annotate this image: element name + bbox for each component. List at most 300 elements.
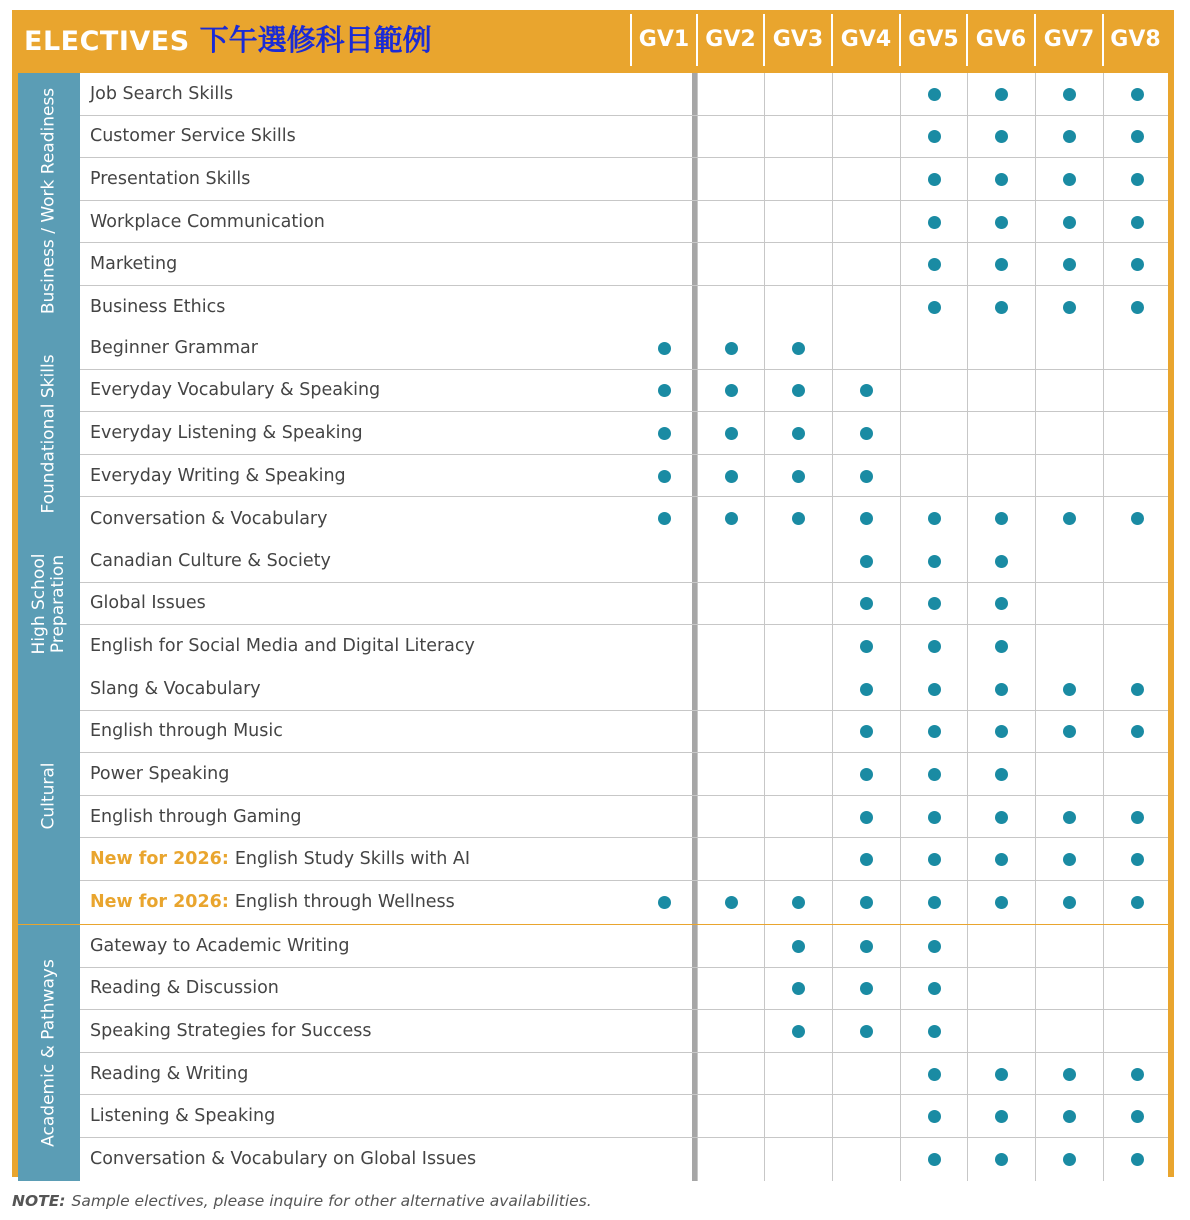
title-chinese: 下午選修科目範例: [199, 23, 432, 57]
availability-dot-gv2: [725, 512, 738, 525]
grid-line: [967, 968, 968, 1010]
grid-line: [764, 968, 765, 1010]
availability-dot-gv1: [658, 384, 671, 397]
grid-line: [697, 540, 698, 582]
grid-line: [832, 968, 833, 1010]
subject-cell: [90, 73, 233, 115]
grid-line: [1035, 968, 1036, 1010]
table-row: [80, 497, 1168, 540]
grid-line: [900, 881, 901, 924]
grid-line: [697, 968, 698, 1010]
subject-cell: [90, 625, 475, 668]
subject-name: Slang & Vocabulary: [90, 678, 261, 699]
column-separator: [630, 14, 632, 66]
availability-dot-gv7: [1063, 173, 1076, 186]
group-business-work-readiness: [18, 73, 1168, 329]
grid-line: [697, 455, 698, 497]
grid-line: [900, 1095, 901, 1137]
grid-line: [900, 711, 901, 753]
availability-dot-gv4: [860, 725, 873, 738]
grid-line: [900, 796, 901, 838]
subject-cell: [90, 838, 470, 880]
column-header-gv8: GV8: [1110, 27, 1161, 52]
subject-cell: [90, 753, 229, 795]
grid-line: [1035, 881, 1036, 924]
availability-dot-gv6: [995, 1110, 1008, 1123]
title-english: ELECTIVES: [24, 26, 190, 57]
grid-line: [1035, 1010, 1036, 1052]
availability-dot-gv5: [928, 130, 941, 143]
availability-dot-gv6: [995, 258, 1008, 271]
grid-line: [764, 838, 765, 880]
group-high-school-preparation: [18, 540, 1168, 668]
grid-line: [697, 73, 698, 115]
availability-dot-gv7: [1063, 258, 1076, 271]
grid-line: [1103, 625, 1104, 668]
grid-line: [967, 540, 968, 582]
table-row: [80, 1010, 1168, 1053]
grid-line: [697, 1095, 698, 1137]
grid-line: [697, 881, 698, 924]
table-row: [80, 625, 1168, 668]
subject-cell: [90, 1053, 248, 1095]
availability-dot-gv5: [928, 1110, 941, 1123]
availability-dot-gv4: [860, 768, 873, 781]
grid-line: [1103, 243, 1104, 285]
category-label: Cultural: [38, 762, 59, 830]
grid-line: [1035, 497, 1036, 540]
column-header-gv1: GV1: [638, 27, 690, 52]
grid-line: [1103, 668, 1104, 710]
grid-line: [832, 116, 833, 158]
grid-line: [1035, 583, 1036, 625]
grid-line: [832, 286, 833, 329]
availability-dot-gv7: [1063, 725, 1076, 738]
availability-dot-gv4: [860, 1025, 873, 1038]
grid-line: [1103, 1010, 1104, 1052]
grid-line: [1103, 286, 1104, 329]
grid-line: [967, 1010, 968, 1052]
availability-dot-gv6: [995, 896, 1008, 909]
grid-line: [697, 201, 698, 243]
table-row: [80, 753, 1168, 796]
subject-cell: [90, 286, 225, 329]
category-cell: [18, 540, 80, 668]
new-badge: New for 2026:: [90, 892, 229, 913]
availability-dot-gv4: [860, 982, 873, 995]
grid-line: [1103, 925, 1104, 967]
grid-line: [1035, 412, 1036, 454]
availability-dot-gv6: [995, 1153, 1008, 1166]
grid-line: [900, 455, 901, 497]
availability-dot-gv1: [658, 427, 671, 440]
table-title: [24, 10, 432, 70]
new-badge: New for 2026:: [90, 849, 229, 870]
subject-name: Job Search Skills: [90, 83, 234, 104]
grid-line: [697, 497, 698, 540]
group-academic-pathways: [18, 925, 1168, 1181]
availability-dot-gv7: [1063, 683, 1076, 696]
column-separator: [831, 14, 833, 66]
table-row: [80, 925, 1168, 968]
grid-line: [1035, 540, 1036, 582]
availability-dot-gv8: [1131, 853, 1144, 866]
subject-cell: [90, 243, 177, 285]
availability-dot-gv4: [860, 555, 873, 568]
column-separator: [899, 14, 901, 66]
grid-line: [764, 201, 765, 243]
subject-name: Global Issues: [90, 593, 206, 614]
column-separator: [1102, 14, 1104, 66]
note-text: Sample electives, please inquire for other alternative availabilities.: [71, 1192, 592, 1210]
category-cell: [18, 73, 80, 329]
table-row: [80, 838, 1168, 881]
grid-line: [832, 1010, 833, 1052]
availability-dot-gv8: [1131, 1153, 1144, 1166]
grid-line: [832, 583, 833, 625]
grid-line: [1035, 243, 1036, 285]
availability-dot-gv7: [1063, 216, 1076, 229]
availability-dot-gv5: [928, 1153, 941, 1166]
grid-line: [900, 753, 901, 795]
grid-line: [1103, 796, 1104, 838]
subject-cell: [90, 497, 327, 540]
grid-line: [1103, 1095, 1104, 1137]
grid-line: [1035, 1053, 1036, 1095]
grid-line: [967, 753, 968, 795]
electives-table: [12, 10, 1174, 1177]
grid-line: [1103, 838, 1104, 880]
availability-dot-gv3: [792, 1025, 805, 1038]
grid-line: [900, 668, 901, 710]
availability-dot-gv4: [860, 470, 873, 483]
availability-dot-gv5: [928, 258, 941, 271]
availability-dot-gv2: [725, 896, 738, 909]
availability-dot-gv7: [1063, 301, 1076, 314]
grid-line: [1103, 1053, 1104, 1095]
availability-dot-gv6: [995, 853, 1008, 866]
grid-line: [697, 753, 698, 795]
availability-dot-gv5: [928, 1068, 941, 1081]
grid-line: [1035, 73, 1036, 115]
grid-line: [764, 1095, 765, 1137]
table-row: [80, 711, 1168, 754]
availability-dot-gv3: [792, 940, 805, 953]
table-row: [80, 73, 1168, 116]
grid-line: [1103, 327, 1104, 369]
subject-cell: [90, 412, 363, 454]
grid-line: [832, 625, 833, 668]
availability-dot-gv7: [1063, 512, 1076, 525]
subject-cell: [90, 158, 250, 200]
subject-name: Workplace Communication: [90, 211, 325, 232]
grid-line: [900, 583, 901, 625]
column-separator: [696, 14, 698, 66]
grid-line: [967, 497, 968, 540]
availability-dot-gv8: [1131, 216, 1144, 229]
availability-dot-gv5: [928, 940, 941, 953]
grid-line: [764, 412, 765, 454]
grid-line: [697, 1053, 698, 1095]
grid-line: [764, 73, 765, 115]
column-separator: [966, 14, 968, 66]
grid-line: [764, 753, 765, 795]
subject-cell: [90, 1010, 371, 1052]
grid-line: [764, 711, 765, 753]
grid-line: [697, 838, 698, 880]
grid-line: [900, 243, 901, 285]
availability-dot-gv6: [995, 811, 1008, 824]
availability-dot-gv1: [658, 512, 671, 525]
grid-line: [764, 286, 765, 329]
grid-line: [1035, 370, 1036, 412]
availability-dot-gv7: [1063, 1110, 1076, 1123]
grid-line: [1035, 796, 1036, 838]
grid-line: [1103, 73, 1104, 115]
grid-line: [967, 201, 968, 243]
subject-cell: [90, 116, 296, 158]
grid-line: [832, 370, 833, 412]
table-row: [80, 668, 1168, 711]
grid-line: [832, 838, 833, 880]
availability-dot-gv3: [792, 384, 805, 397]
grid-line: [967, 286, 968, 329]
grid-line: [1103, 711, 1104, 753]
availability-dot-gv2: [725, 342, 738, 355]
grid-line: [1035, 753, 1036, 795]
grid-line: [900, 1138, 901, 1181]
grid-line: [697, 286, 698, 329]
grid-line: [900, 370, 901, 412]
availability-dot-gv4: [860, 940, 873, 953]
subject-cell: [90, 1095, 275, 1137]
grid-line: [832, 668, 833, 710]
table-row: [80, 370, 1168, 413]
availability-dot-gv5: [928, 555, 941, 568]
grid-line: [832, 881, 833, 924]
grid-line: [832, 1095, 833, 1137]
availability-dot-gv8: [1131, 512, 1144, 525]
availability-dot-gv2: [725, 384, 738, 397]
grid-line: [967, 1053, 968, 1095]
availability-dot-gv4: [860, 896, 873, 909]
grid-line: [967, 1138, 968, 1181]
grid-line: [697, 1138, 698, 1181]
grid-line: [1035, 838, 1036, 880]
grid-line: [832, 201, 833, 243]
grid-line: [900, 327, 901, 369]
grid-line: [697, 412, 698, 454]
column-header-gv4: GV4: [840, 27, 892, 52]
grid-line: [697, 711, 698, 753]
grid-line: [1103, 116, 1104, 158]
subject-cell: [90, 711, 283, 753]
table-row: [80, 1138, 1168, 1181]
grid-line: [764, 497, 765, 540]
grid-line: [1103, 158, 1104, 200]
grid-line: [900, 286, 901, 329]
grid-line: [967, 838, 968, 880]
column-separator: [1034, 14, 1036, 66]
availability-dot-gv6: [995, 640, 1008, 653]
availability-dot-gv8: [1131, 1068, 1144, 1081]
grid-line: [900, 201, 901, 243]
availability-dot-gv8: [1131, 301, 1144, 314]
grid-line: [697, 1010, 698, 1052]
grid-line: [697, 158, 698, 200]
subject-cell: [90, 968, 279, 1010]
availability-dot-gv3: [792, 896, 805, 909]
availability-dot-gv4: [860, 683, 873, 696]
grid-line: [900, 412, 901, 454]
subject-cell: [90, 925, 349, 967]
column-header-gv7: GV7: [1043, 27, 1095, 52]
grid-line: [697, 327, 698, 369]
availability-dot-gv5: [928, 88, 941, 101]
grid-line: [764, 327, 765, 369]
availability-dot-gv5: [928, 853, 941, 866]
subject-cell: [90, 540, 331, 582]
availability-dot-gv8: [1131, 130, 1144, 143]
grid-line: [697, 116, 698, 158]
subject-name: Canadian Culture & Society: [90, 550, 331, 571]
availability-dot-gv4: [860, 512, 873, 525]
availability-dot-gv5: [928, 1025, 941, 1038]
availability-dot-gv3: [792, 470, 805, 483]
column-separator: [763, 14, 765, 66]
subject-cell: [90, 455, 346, 497]
group-foundational-skills: [18, 327, 1168, 540]
grid-line: [1103, 968, 1104, 1010]
category-label: Academic & Pathways: [38, 958, 59, 1147]
availability-dot-gv6: [995, 725, 1008, 738]
availability-dot-gv5: [928, 896, 941, 909]
grid-line: [900, 1053, 901, 1095]
grid-line: [900, 497, 901, 540]
grid-line: [900, 73, 901, 115]
subject-name: Gateway to Academic Writing: [90, 935, 350, 956]
grid-line: [900, 158, 901, 200]
grid-line: [1103, 753, 1104, 795]
subject-name: Power Speaking: [90, 763, 230, 784]
availability-dot-gv6: [995, 597, 1008, 610]
grid-line: [1035, 668, 1036, 710]
grid-line: [1103, 583, 1104, 625]
table-row: [80, 881, 1168, 924]
availability-dot-gv6: [995, 301, 1008, 314]
grid-line: [697, 796, 698, 838]
availability-dot-gv1: [658, 470, 671, 483]
availability-dot-gv4: [860, 640, 873, 653]
availability-dot-gv6: [995, 683, 1008, 696]
grid-line: [1103, 497, 1104, 540]
grid-line: [967, 370, 968, 412]
grid-line: [697, 925, 698, 967]
grid-line: [1035, 201, 1036, 243]
grid-line: [832, 711, 833, 753]
subject-name: Beginner Grammar: [90, 337, 258, 358]
availability-dot-gv4: [860, 427, 873, 440]
grid-line: [832, 497, 833, 540]
grid-line: [697, 583, 698, 625]
grid-line: [832, 753, 833, 795]
grid-line: [1103, 540, 1104, 582]
availability-dot-gv3: [792, 512, 805, 525]
availability-dot-gv6: [995, 88, 1008, 101]
availability-dot-gv5: [928, 216, 941, 229]
grid-line: [764, 925, 765, 967]
availability-dot-gv5: [928, 512, 941, 525]
subject-name: Conversation & Vocabulary: [90, 508, 328, 529]
column-header-gv6: GV6: [975, 27, 1027, 52]
availability-dot-gv2: [725, 427, 738, 440]
table-row: [80, 116, 1168, 159]
category-label: Business / Work Readiness: [38, 87, 59, 314]
subject-name: Reading & Discussion: [90, 978, 279, 999]
table-row: [80, 243, 1168, 286]
availability-dot-gv6: [995, 1068, 1008, 1081]
availability-dot-gv8: [1131, 683, 1144, 696]
subject-cell: [90, 583, 206, 625]
grid-line: [1035, 286, 1036, 329]
availability-dot-gv7: [1063, 896, 1076, 909]
grid-line: [967, 625, 968, 668]
availability-dot-gv4: [860, 384, 873, 397]
category-cell: [18, 327, 80, 540]
grid-line: [967, 327, 968, 369]
table-row: [80, 286, 1168, 329]
subject-cell: [90, 1138, 476, 1181]
grid-line: [967, 711, 968, 753]
availability-dot-gv7: [1063, 1068, 1076, 1081]
availability-dot-gv6: [995, 216, 1008, 229]
subject-cell: [90, 881, 455, 924]
table-row: [80, 540, 1168, 583]
availability-dot-gv7: [1063, 853, 1076, 866]
grid-line: [764, 881, 765, 924]
availability-dot-gv2: [725, 470, 738, 483]
grid-line: [1035, 1138, 1036, 1181]
table-header: [12, 10, 1174, 70]
group-cultural: [18, 668, 1168, 924]
grid-line: [1035, 455, 1036, 497]
subject-name: English through Wellness: [234, 892, 455, 913]
grid-line: [967, 412, 968, 454]
availability-dot-gv7: [1063, 1153, 1076, 1166]
grid-line: [1035, 625, 1036, 668]
grid-line: [764, 583, 765, 625]
grid-line: [832, 412, 833, 454]
grid-line: [832, 158, 833, 200]
availability-dot-gv5: [928, 597, 941, 610]
availability-dot-gv8: [1131, 173, 1144, 186]
availability-dot-gv6: [995, 130, 1008, 143]
subject-name: English through Gaming: [90, 806, 302, 827]
availability-dot-gv8: [1131, 88, 1144, 101]
availability-dot-gv5: [928, 683, 941, 696]
subject-cell: [90, 668, 261, 710]
grid-line: [832, 925, 833, 967]
grid-line: [900, 625, 901, 668]
grid-line: [1035, 1095, 1036, 1137]
grid-line: [900, 1010, 901, 1052]
table-row: [80, 1095, 1168, 1138]
subject-cell: [90, 370, 380, 412]
grid-line: [697, 668, 698, 710]
grid-line: [832, 243, 833, 285]
subject-name: Marketing: [90, 254, 178, 275]
subject-name: Customer Service Skills: [90, 126, 296, 147]
